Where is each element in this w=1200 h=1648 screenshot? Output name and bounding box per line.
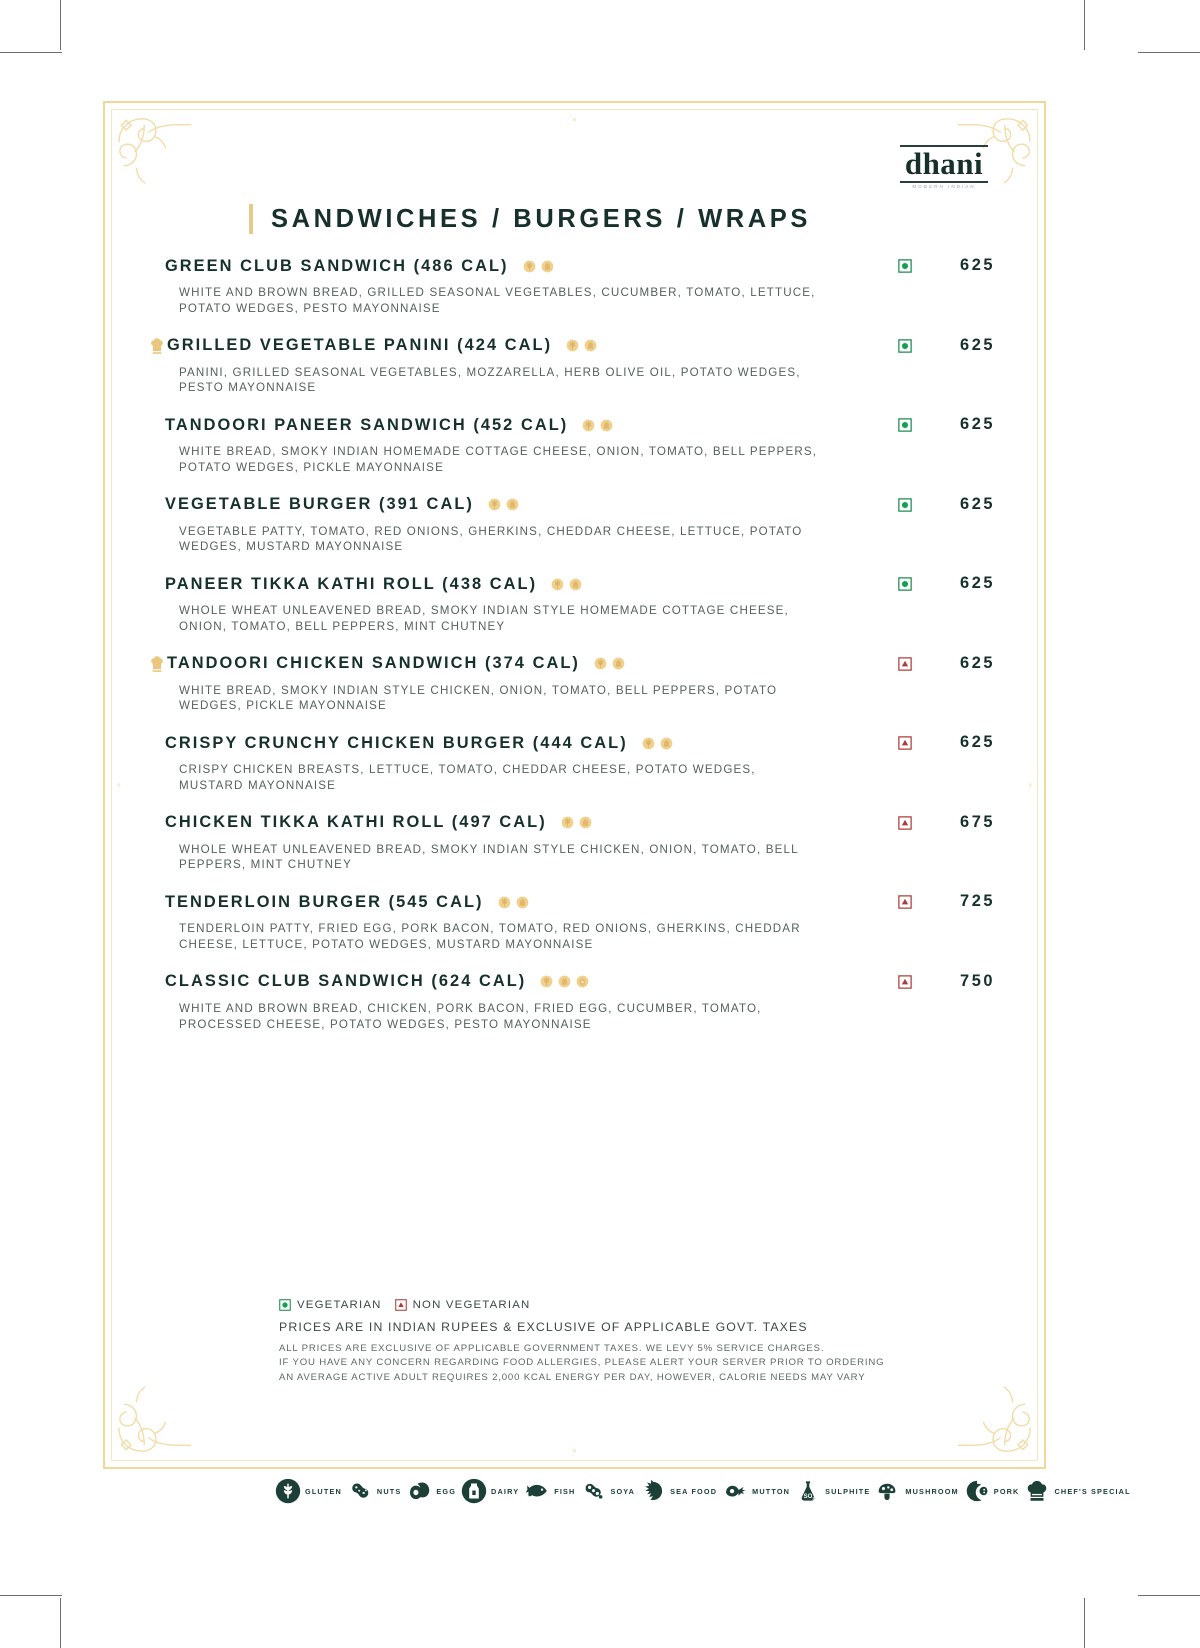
dairy-icon	[461, 1478, 487, 1504]
vegetarian-indicator	[898, 498, 912, 512]
allergen-key-item	[875, 1478, 958, 1504]
dairy-icon	[506, 498, 519, 511]
vegetarian-indicator	[898, 418, 912, 432]
allergen-key-item	[347, 1478, 401, 1504]
menu-item-allergens	[498, 896, 529, 909]
svg-text:SO: SO	[803, 1493, 813, 1500]
allergen-key-item	[1024, 1478, 1130, 1504]
menu-item-description: WHITE BREAD, SMOKY INDIAN HOMEMADE COTTAGE CHEESE, ONION, TOMATO, BELL PEPPERS, POTATO WEDGES, PICKLE MAYONNAISE	[179, 445, 818, 474]
menu-item-allergens	[561, 816, 592, 829]
menu-item[interactable]	[165, 653, 1016, 715]
menu-item-price: 725	[960, 892, 996, 911]
menu-item[interactable]	[165, 732, 1016, 794]
menu-item-description: WHOLE WHEAT UNLEAVENED BREAD, SMOKY INDIAN STYLE CHICKEN, ONION, TOMATO, BELL PEPPERS, MINT CHUTNEY	[179, 842, 799, 872]
gluten-icon	[642, 737, 655, 750]
crop-mark-top-left-h	[0, 52, 62, 53]
sea-food-icon	[640, 1478, 666, 1504]
ornament-corner-bottom-right	[956, 1379, 1034, 1457]
menu-item-description: WHITE BREAD, SMOKY INDIAN STYLE CHICKEN, ONION, TOMATO, BELL PEPPERS, POTATO WEDGES, PICKLE MAYONNAISE	[179, 683, 778, 713]
allergen-key-item	[406, 1478, 456, 1504]
allergen-key-label: DAIRY	[491, 1486, 520, 1496]
dairy-icon	[579, 816, 592, 829]
tax-note: PRICES ARE IN INDIAN RUPEES & EXCLUSIVE OF APPLICABLE GOVT. TAXES	[279, 1320, 808, 1334]
svg-text:2: 2	[812, 1495, 815, 1501]
menu-item-name: CLASSIC CLUB SANDWICH (624 CAL)	[165, 972, 527, 991]
menu-item[interactable]	[165, 573, 1016, 635]
menu-item[interactable]	[165, 494, 1016, 556]
menu-item-description: TENDERLOIN PATTY, FRIED EGG, PORK BACON, TOMATO, RED ONIONS, GHERKINS, CHEDDAR CHEESE, LETTUCE, POTATO WEDGES, MUSTARD MAYONNAISE	[179, 922, 801, 952]
crop-mark-bottom-left-v	[60, 1598, 61, 1648]
menu-item-header	[165, 573, 1016, 595]
soya-icon	[580, 1478, 606, 1504]
allergen-key-item	[275, 1478, 342, 1504]
ornament-mid-bottom: ∘	[571, 1445, 578, 1455]
fish-icon	[524, 1478, 550, 1504]
crop-mark-bottom-right-h	[1138, 1595, 1200, 1596]
dairy-icon	[584, 339, 597, 352]
menu-item-price: 750	[960, 971, 996, 990]
menu-item-name: TENDERLOIN BURGER (545 CAL)	[165, 892, 484, 911]
legend-label: VEGETARIAN	[297, 1299, 382, 1311]
non-vegetarian-indicator	[898, 975, 912, 989]
allergen-key-label: FISH	[554, 1486, 576, 1496]
menu-item-price: 625	[960, 733, 996, 752]
mushroom-icon	[875, 1478, 901, 1504]
allergen-key-label: PORK	[993, 1486, 1020, 1496]
allergen-key-strip	[275, 1478, 1131, 1504]
dairy-icon	[569, 578, 582, 591]
menu-footer	[279, 1299, 1004, 1385]
legend-label: NON VEGETARIAN	[412, 1299, 531, 1311]
logo-tagline: MODERN INDIAN	[912, 183, 976, 189]
menu-item-allergens	[594, 657, 625, 670]
ornament-corner-top-left	[115, 113, 193, 191]
menu-item-header	[165, 891, 1016, 913]
menu-item-header	[165, 732, 1016, 754]
crop-mark-top-right-h	[1138, 52, 1200, 53]
non-vegetarian-indicator	[898, 657, 912, 671]
allergen-key-label: NUTS	[376, 1486, 402, 1496]
menu-item-name: VEGETABLE BURGER (391 CAL)	[165, 495, 474, 514]
menu-item-name: GRILLED VEGETABLE PANINI (424 CAL)	[167, 336, 553, 355]
chefs-special-icon	[1024, 1478, 1050, 1504]
dairy-icon	[558, 975, 571, 988]
legend-entry	[279, 1299, 382, 1311]
menu-item-allergens	[566, 339, 597, 352]
gluten-icon	[523, 260, 536, 273]
ornament-corner-bottom-left	[115, 1379, 193, 1457]
non-vegetarian-indicator	[898, 816, 912, 830]
menu-item-name: CHICKEN TIKKA KATHI ROLL (497 CAL)	[165, 813, 547, 832]
gluten-icon	[566, 339, 579, 352]
crop-mark-top-left-v	[60, 0, 61, 50]
gluten-icon	[540, 975, 553, 988]
menu-item-description: WHOLE WHEAT UNLEAVENED BREAD, SMOKY INDIAN STYLE HOMEMADE COTTAGE CHEESE, ONION, TOMATO, BELL PEPPERS, MINT CHUTNEY	[179, 604, 789, 633]
ornament-mid-right: ∘	[1027, 779, 1033, 790]
allergen-key-label: CHEF'S SPECIAL	[1054, 1486, 1131, 1496]
pork-icon	[964, 1478, 990, 1504]
menu-item-price: 625	[960, 256, 996, 274]
allergen-key-label: SEA FOOD	[670, 1486, 718, 1496]
allergen-key-item	[580, 1478, 635, 1504]
allergen-key-item	[795, 1478, 870, 1504]
menu-item[interactable]	[165, 414, 1016, 476]
allergen-key-label: SOYA	[610, 1486, 636, 1496]
fine-print-line: IF YOU HAVE ANY CONCERN REGARDING FOOD ALLERGIES, PLEASE ALERT YOUR SERVER PRIOR TO ORDERING	[279, 1357, 885, 1369]
menu-item-name: PANEER TIKKA KATHI ROLL (438 CAL)	[165, 574, 538, 593]
brand-logo	[900, 145, 988, 189]
menu-item-price: 625	[960, 574, 996, 593]
allergen-key-item	[461, 1478, 519, 1504]
menu-item-description: PANINI, GRILLED SEASONAL VEGETABLES, MOZZARELLA, HERB OLIVE OIL, POTATO WEDGES, PESTO MAYONNAISE	[179, 365, 801, 395]
gluten-icon	[594, 657, 607, 670]
vegetarian-indicator	[898, 259, 912, 273]
allergen-key-label: GLUTEN	[305, 1486, 342, 1496]
menu-item-header	[165, 414, 1016, 436]
vegetarian-indicator	[279, 1299, 291, 1311]
crop-mark-bottom-right-v	[1084, 1598, 1085, 1648]
menu-item-allergens	[551, 578, 582, 591]
nuts-icon	[347, 1478, 373, 1504]
fine-print-line: AN AVERAGE ACTIVE ADULT REQUIRES 2,000 KCAL ENERGY PER DAY, HOWEVER, CALORIE NEEDS MAY VARY	[279, 1371, 866, 1383]
fine-print-line: ALL PRICES ARE EXCLUSIVE OF APPLICABLE GOVERNMENT TAXES. WE LEVY 5% SERVICE CHARGES.	[279, 1343, 825, 1354]
mutton-icon	[722, 1478, 748, 1504]
menu-item-name: TANDOORI PANEER SANDWICH (452 CAL)	[165, 415, 569, 434]
menu-item-name: GREEN CLUB SANDWICH (486 CAL)	[165, 256, 509, 275]
gluten-icon	[582, 419, 595, 432]
section-header	[249, 204, 811, 234]
menu-item-price: 625	[960, 335, 996, 354]
menu-item-allergens	[582, 419, 613, 432]
gluten-icon	[488, 498, 501, 511]
egg-icon	[576, 975, 589, 988]
menu-item-name: TANDOORI CHICKEN SANDWICH (374 CAL)	[167, 654, 580, 673]
chefs-special-icon	[148, 655, 166, 673]
egg-icon	[406, 1478, 432, 1504]
menu-item-price: 625	[960, 653, 996, 672]
gluten-icon	[551, 578, 564, 591]
menu-item-header	[165, 494, 1016, 516]
menu-item-allergens	[540, 975, 589, 988]
menu-item-header	[165, 255, 1016, 277]
allergen-key-item	[964, 1478, 1020, 1504]
allergen-key-item	[524, 1478, 575, 1504]
legend-entry	[395, 1299, 531, 1311]
menu-page	[103, 101, 1131, 1501]
menu-item[interactable]	[165, 255, 1016, 317]
page-title: SANDWICHES / BURGERS / WRAPS	[271, 204, 811, 233]
section-accent-rule	[249, 204, 253, 234]
gluten-icon	[498, 896, 511, 909]
menu-item-price: 625	[960, 415, 996, 434]
menu-item-allergens	[642, 737, 673, 750]
non-vegetarian-indicator	[395, 1299, 407, 1311]
ornament-mid-top: ∘	[571, 114, 578, 124]
ornament-mid-left: ∘	[116, 779, 122, 790]
dairy-icon	[516, 896, 529, 909]
vegetarian-indicator	[898, 339, 912, 353]
chefs-special-icon	[148, 337, 166, 355]
menu-item-header	[165, 335, 1016, 357]
menu-item-description: VEGETABLE PATTY, TOMATO, RED ONIONS, GHERKINS, CHEDDAR CHEESE, LETTUCE, POTATO WEDGES, MUSTARD MAYONNAISE	[179, 524, 803, 554]
menu-item-allergens	[523, 260, 554, 273]
non-vegetarian-indicator	[898, 736, 912, 750]
allergen-key-label: MUTTON	[752, 1486, 791, 1496]
menu-item-list	[165, 255, 1016, 1050]
dairy-icon	[600, 419, 613, 432]
menu-item[interactable]	[165, 971, 1016, 1033]
allergen-key-item	[640, 1478, 717, 1504]
allergen-key-item	[722, 1478, 790, 1504]
menu-item-description: WHITE AND BROWN BREAD, GRILLED SEASONAL VEGETABLES, CUCUMBER, TOMATO, LETTUCE, POTATO WEDGES, PESTO MAYONNAISE	[179, 286, 816, 315]
menu-item-header	[165, 653, 1016, 675]
menu-item-description: WHITE AND BROWN BREAD, CHICKEN, PORK BACON, FRIED EGG, CUCUMBER, TOMATO, PROCESSED CHEESE, POTATO WEDGES, PESTO MAYONNAISE	[179, 1001, 762, 1031]
allergen-key-label: SULPHITE	[825, 1486, 871, 1496]
vegetarian-indicator	[898, 577, 912, 591]
menu-item-header	[165, 971, 1016, 993]
crop-mark-bottom-left-h	[0, 1595, 62, 1596]
non-vegetarian-indicator	[898, 895, 912, 909]
menu-item[interactable]	[165, 335, 1016, 397]
menu-item[interactable]	[165, 812, 1016, 874]
gluten-icon	[561, 816, 574, 829]
menu-item[interactable]	[165, 891, 1016, 953]
diet-legend	[279, 1299, 1004, 1311]
allergen-key-label: EGG	[436, 1486, 457, 1496]
menu-item-name: CRISPY CRUNCHY CHICKEN BURGER (444 CAL)	[165, 733, 628, 752]
dairy-icon	[660, 737, 673, 750]
dairy-icon	[612, 657, 625, 670]
dairy-icon	[541, 260, 554, 273]
allergen-key-label: MUSHROOM	[905, 1486, 959, 1496]
crop-mark-top-right-v	[1084, 0, 1085, 50]
logo-wordmark: dhani	[904, 146, 984, 181]
menu-item-description: CRISPY CHICKEN BREASTS, LETTUCE, TOMATO, CHEDDAR CHEESE, POTATO WEDGES, MUSTARD MAYONNAISE	[179, 763, 756, 792]
menu-item-price: 675	[960, 812, 996, 831]
menu-item-header	[165, 812, 1016, 834]
fine-print	[279, 1342, 1004, 1385]
menu-item-allergens	[488, 498, 519, 511]
menu-item-price: 625	[960, 494, 996, 513]
sulphite-icon	[795, 1478, 821, 1504]
gluten-icon	[275, 1478, 301, 1504]
